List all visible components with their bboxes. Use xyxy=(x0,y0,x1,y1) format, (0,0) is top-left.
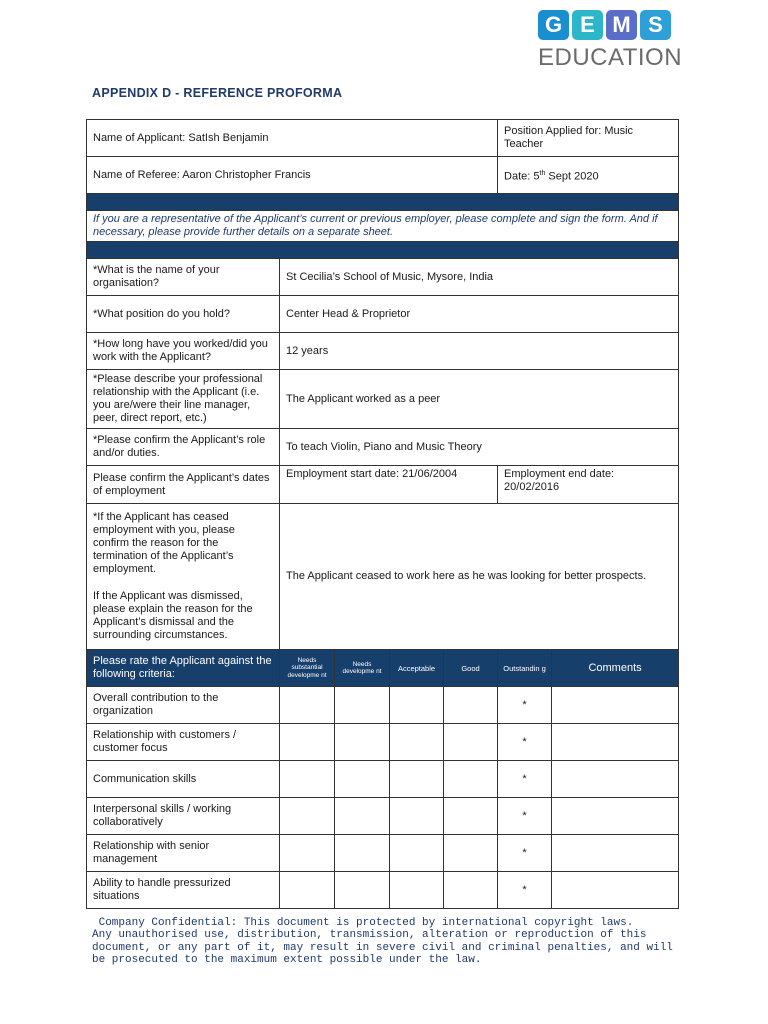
rating-cell[interactable] xyxy=(390,798,444,835)
rating-mark[interactable]: * xyxy=(498,872,552,909)
applicant-name: Name of Applicant: SatIsh Benjamin xyxy=(87,120,498,157)
rating-col-header: Outstandin g xyxy=(498,650,552,687)
instructions-row xyxy=(87,211,679,242)
rating-mark[interactable]: * xyxy=(498,798,552,835)
rating-cell[interactable] xyxy=(390,687,444,724)
rating-cell[interactable] xyxy=(444,872,498,909)
rating-cell[interactable] xyxy=(444,835,498,872)
ceased-question-2: If the Applicant was dismissed, please explain the reason for the Applicant’s dismissal and the surrounding circumstances. xyxy=(93,590,253,641)
rating-cell[interactable] xyxy=(444,798,498,835)
reference-form-table xyxy=(86,119,679,909)
question-row xyxy=(87,333,679,370)
rating-col-header: Needs developme nt xyxy=(335,650,390,687)
logo-letter: S xyxy=(640,10,671,40)
comments-cell[interactable] xyxy=(552,798,679,835)
rating-cell[interactable] xyxy=(335,835,390,872)
rating-cell[interactable] xyxy=(280,872,335,909)
logo-letter: G xyxy=(538,10,569,40)
referee-row xyxy=(87,157,679,194)
rating-cell[interactable] xyxy=(335,761,390,798)
rating-mark[interactable]: * xyxy=(498,724,552,761)
section-band xyxy=(87,194,679,211)
question-label: *What is the name of your organisation? xyxy=(87,259,280,296)
answer-value: To teach Violin, Piano and Music Theory xyxy=(280,429,679,466)
date-sup: th xyxy=(539,169,546,177)
question-row xyxy=(87,296,679,333)
comments-cell[interactable] xyxy=(552,687,679,724)
question-row xyxy=(87,370,679,429)
employment-end: Employment end date: 20/02/2016 xyxy=(498,466,679,504)
gems-education-logo xyxy=(538,10,683,74)
employment-start: Employment start date: 21/06/2004 xyxy=(280,466,498,504)
comments-cell[interactable] xyxy=(552,872,679,909)
criteria-name: Ability to handle pressurized situations xyxy=(87,872,280,909)
answer-value: The Applicant worked as a peer xyxy=(280,370,679,429)
logo-wordmark: EDUCATION xyxy=(538,44,683,71)
employment-dates-row xyxy=(87,466,679,504)
rating-cell[interactable] xyxy=(335,687,390,724)
rating-cell[interactable] xyxy=(335,872,390,909)
rating-mark[interactable]: * xyxy=(498,835,552,872)
gems-logo-mark xyxy=(538,10,678,40)
position-applied: Position Applied for: Music Teacher xyxy=(498,120,679,157)
rating-mark[interactable]: * xyxy=(498,687,552,724)
criteria-row xyxy=(87,798,679,835)
criteria-row xyxy=(87,835,679,872)
rating-cell[interactable] xyxy=(280,798,335,835)
page-title: APPENDIX D - REFERENCE PROFORMA xyxy=(92,86,343,100)
comments-cell[interactable] xyxy=(552,761,679,798)
logo-letter: M xyxy=(606,10,637,40)
logo-letter: E xyxy=(572,10,603,40)
rating-cell[interactable] xyxy=(390,835,444,872)
rating-cell[interactable] xyxy=(390,724,444,761)
date-rest: Sept 2020 xyxy=(545,170,599,183)
comments-header: Comments xyxy=(552,650,679,687)
rating-cell[interactable] xyxy=(280,835,335,872)
date-label: Date: 5 xyxy=(504,170,540,183)
comments-cell[interactable] xyxy=(552,835,679,872)
rating-cell[interactable] xyxy=(280,761,335,798)
rating-cell[interactable] xyxy=(444,724,498,761)
answer-value: St Cecilia’s School of Music, Mysore, India xyxy=(280,259,679,296)
criteria-name: Relationship with senior management xyxy=(87,835,280,872)
criteria-name: Overall contribution to the organization xyxy=(87,687,280,724)
answer-value: 12 years xyxy=(280,333,679,370)
rating-cell[interactable] xyxy=(280,687,335,724)
rating-col-header: Needs substantial developme nt xyxy=(280,650,335,687)
question-label: *How long have you worked/did you work with the Applicant? xyxy=(87,333,280,370)
criteria-row xyxy=(87,724,679,761)
question-label: *Please confirm the Applicant’s role and/or duties. xyxy=(87,429,280,466)
criteria-row xyxy=(87,761,679,798)
answer-value: Center Head & Proprietor xyxy=(280,296,679,333)
question-label: *Please describe your professional relationship with the Applicant (i.e. you are/were their line manager, peer, direct report, etc.) xyxy=(87,370,280,429)
ceased-question-1: *If the Applicant has ceased employment with you, please confirm the reason for the termination of the Applicant’s employment. xyxy=(93,511,235,575)
confidentiality-footer: Company Confidential: This document is protected by international copyright laws. Any unauthorised use, distribution, transmission, alteration or reproduction of this document, or any part of it, may result in severe civil and criminal penalties, and will be prosecuted to the maximum extent possible under the law. xyxy=(92,917,673,967)
rating-cell[interactable] xyxy=(444,761,498,798)
question-label: *What position do you hold? xyxy=(87,296,280,333)
rating-header-row xyxy=(87,650,679,687)
rating-label: Please rate the Applicant against the following criteria: xyxy=(87,650,280,687)
rating-mark[interactable]: * xyxy=(498,761,552,798)
ceased-answer: The Applicant ceased to work here as he was looking for better prospects. xyxy=(280,504,679,650)
criteria-name: Relationship with customers / customer focus xyxy=(87,724,280,761)
rating-col-header: Good xyxy=(444,650,498,687)
referee-name: Name of Referee: Aaron Christopher Francis xyxy=(87,157,498,194)
rating-cell[interactable] xyxy=(390,872,444,909)
question-row xyxy=(87,259,679,296)
criteria-row xyxy=(87,687,679,724)
rating-cell[interactable] xyxy=(280,724,335,761)
rating-cell[interactable] xyxy=(335,798,390,835)
rating-cell[interactable] xyxy=(444,687,498,724)
comments-cell[interactable] xyxy=(552,724,679,761)
instructions-text: If you are a representative of the Applicant’s current or previous employer, please complete and sign the form. And if necessary, please provide further details on a separate sheet. xyxy=(87,211,679,242)
criteria-name: Communication skills xyxy=(87,761,280,798)
rating-cell[interactable] xyxy=(335,724,390,761)
reference-date xyxy=(498,157,679,194)
criteria-row xyxy=(87,872,679,909)
rating-col-header: Acceptable xyxy=(390,650,444,687)
employment-label: Please confirm the Applicant’s dates of employment xyxy=(87,466,280,504)
rating-cell[interactable] xyxy=(390,761,444,798)
applicant-row xyxy=(87,120,679,157)
criteria-name: Interpersonal skills / working collaboratively xyxy=(87,798,280,835)
section-band xyxy=(87,242,679,259)
question-row xyxy=(87,429,679,466)
ceased-row xyxy=(87,504,679,650)
ceased-question xyxy=(87,504,280,650)
